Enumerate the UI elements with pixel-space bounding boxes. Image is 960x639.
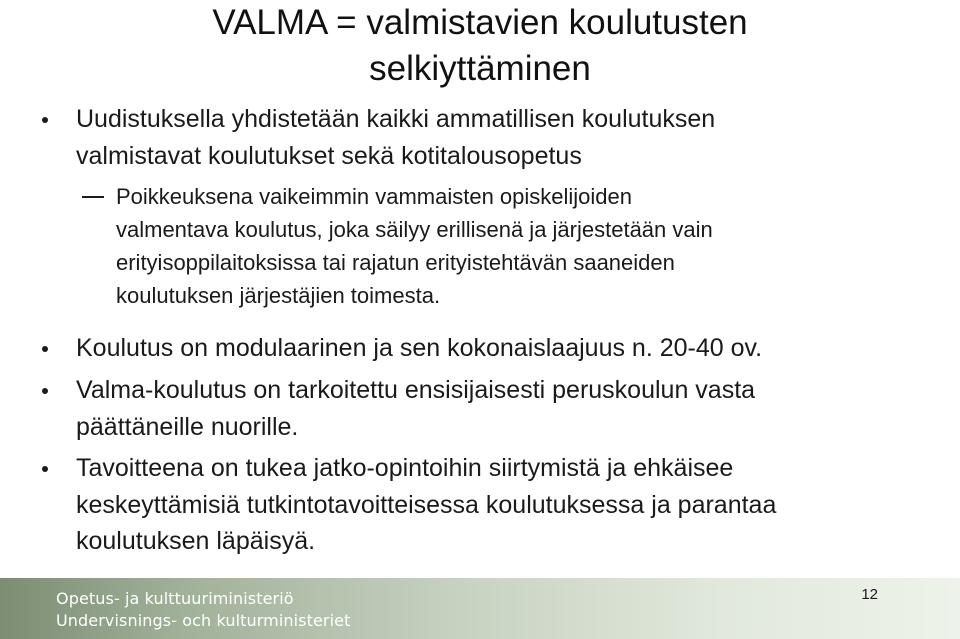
bullet-icon xyxy=(42,466,48,472)
bullet-item-2 xyxy=(76,330,936,367)
ministry-name-sv: Undervisnings- och kulturministeriet xyxy=(56,611,351,630)
bullet-3-line-1: Valma-koulutus on tarkoitettu ensisijaisesti peruskoulun vasta xyxy=(76,376,756,404)
page-number: 12 xyxy=(861,586,878,603)
sub-bullet-item-1 xyxy=(116,180,936,312)
bullet-icon xyxy=(42,117,48,123)
bullet-1-line-2: valmistavat koulutukset sekä kotitalousopetus xyxy=(76,141,582,170)
slide-title-line-2: selkiyttäminen xyxy=(369,49,591,88)
slide-title-line-1: VALMA = valmistavien koulutusten xyxy=(212,3,748,42)
sub-bullet-line-1: Poikkeuksena vaikeimmin vammaisten opiskelijoiden xyxy=(116,184,633,209)
bullet-icon xyxy=(42,388,48,394)
bullet-4-line-3: koulutuksen läpäisyä. xyxy=(76,527,316,555)
bullet-icon xyxy=(42,346,48,352)
bullet-item-1 xyxy=(76,101,936,174)
sub-bullet-line-2: valmentava koulutus, joka säilyy erillisenä ja järjestetään vain xyxy=(116,217,713,242)
bullet-2-line-1: Koulutus on modulaarinen ja sen kokonaislaajuus n. 20-40 ov. xyxy=(76,334,763,362)
footer-band xyxy=(0,578,960,639)
sub-bullet-line-4: koulutuksen järjestäjien toimesta. xyxy=(116,283,441,308)
sub-bullet-line-3: erityisoppilaitoksissa tai rajatun erityistehtävän saaneiden xyxy=(116,250,675,275)
slide-title xyxy=(0,0,960,92)
bullet-1-line-1: Uudistuksella yhdistetään kaikki ammatillisen koulutuksen xyxy=(76,105,716,133)
bullet-4-line-2: keskeyttämisiä tutkintotavoitteisessa koulutuksessa ja parantaa xyxy=(76,490,777,519)
bullet-3-line-2: päättäneille nuorille. xyxy=(76,412,299,441)
bullet-4-line-1: Tavoitteena on tukea jatko-opintoihin siirtymistä ja ehkäisee xyxy=(76,454,734,482)
bullet-item-4 xyxy=(76,450,936,560)
ministry-name-fi: Opetus- ja kulttuuriministeriö xyxy=(56,589,294,608)
dash-icon xyxy=(82,196,104,198)
bullet-item-3 xyxy=(76,372,936,445)
